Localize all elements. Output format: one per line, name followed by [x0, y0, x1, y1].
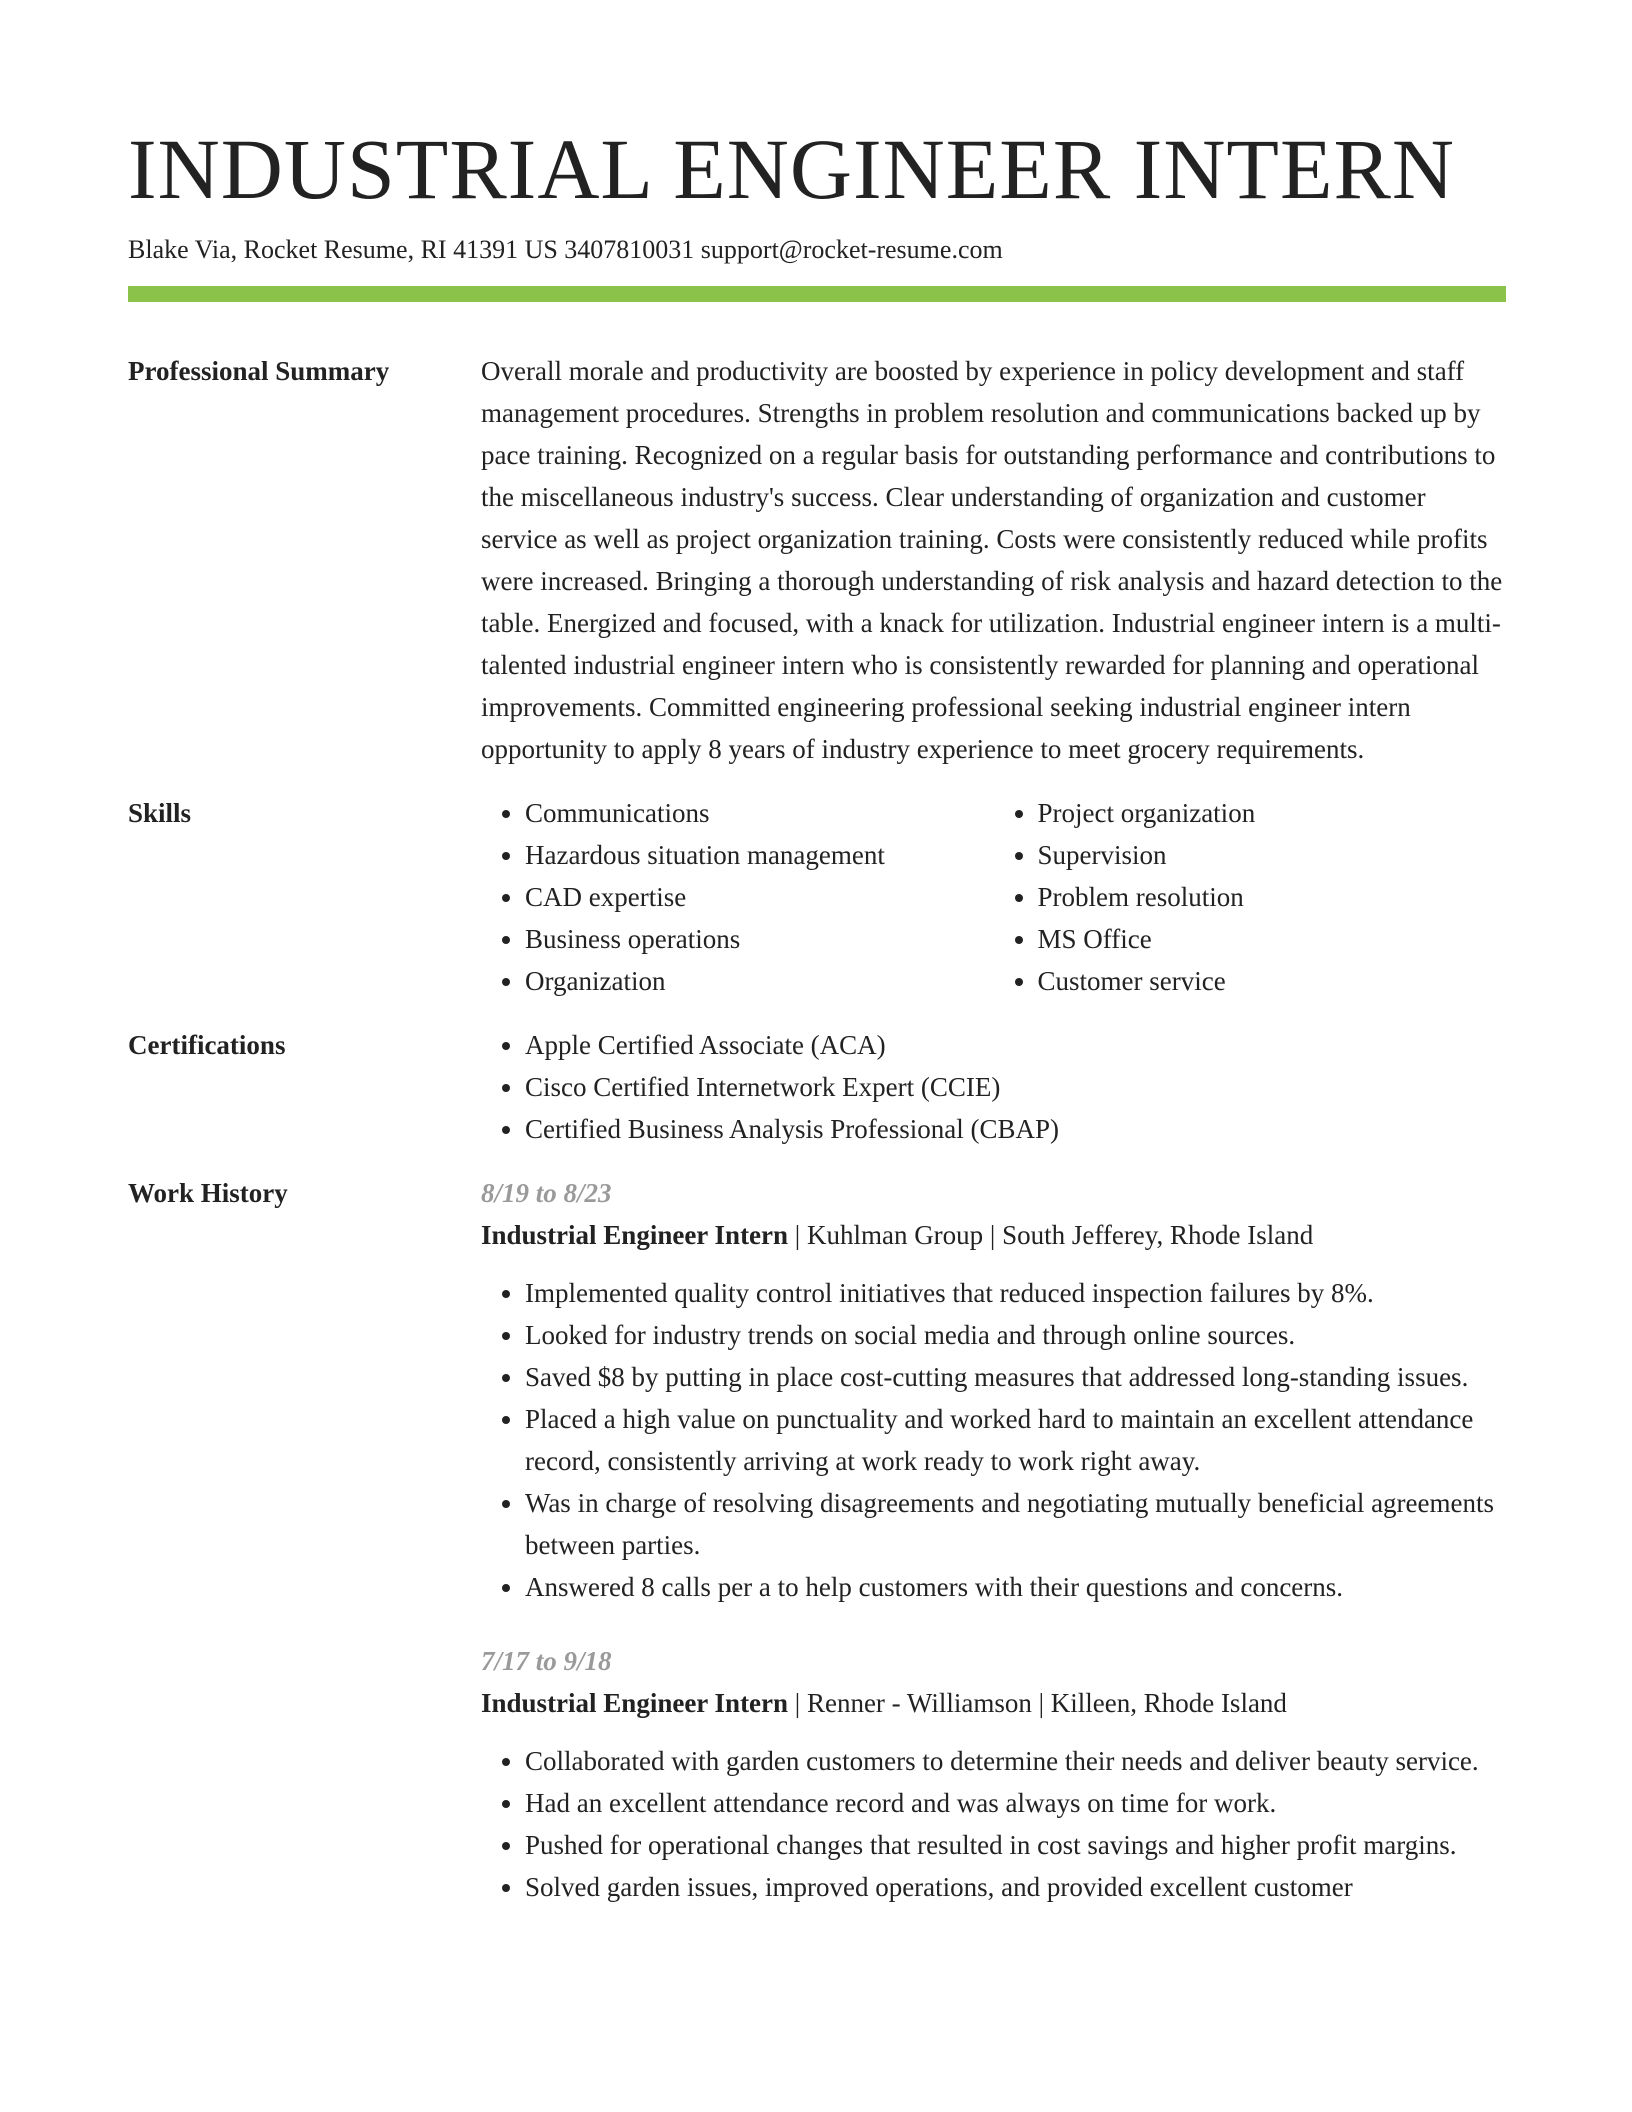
skills-body	[481, 792, 1506, 1002]
job-dates: 7/17 to 9/18	[481, 1646, 612, 1676]
summary-text: Overall morale and productivity are boosted by experience in policy development and staff management procedures. Strengths in problem resolution and communications backed up by pace training. Recognized on a regular basis for outstanding performance and contributions to the miscellaneous industry's success. Clear understanding of organization and customer service as well as project organization training. Costs were consistently reduced while profits were increased. Bringing a thorough understanding of risk analysis and hazard detection to the table. Energized and focused, with a knack for utilization. Industrial engineer intern is a multi-talented industrial engineer intern who is consistently rewarded for planning and operational improvements. Committed engineering professional seeking industrial engineer intern opportunity to apply 8 years of industry experience to meet grocery requirements.	[481, 356, 1503, 764]
skill-item: • CAD expertise	[525, 876, 994, 918]
work-history-section	[128, 1172, 1506, 1908]
skill-item: • Problem resolution	[1038, 876, 1507, 918]
certifications-section	[128, 1024, 1506, 1150]
job-bullet: • Saved $8 by putting in place cost-cutting measures that addressed long-standing issues.	[525, 1356, 1506, 1398]
job-bullet: • Solved garden issues, improved operations, and provided excellent customer	[525, 1866, 1506, 1908]
resume-sections	[128, 350, 1506, 1908]
job-bullet: • Collaborated with garden customers to determine their needs and deliver beauty service.	[525, 1740, 1506, 1782]
job-bullets	[481, 1272, 1506, 1608]
job-bullet: • Answered 8 calls per a to help customers with their questions and concerns.	[525, 1566, 1506, 1608]
skills-list-right	[994, 792, 1507, 1002]
certification-item: • Apple Certified Associate (ACA)	[525, 1024, 1506, 1066]
job-bullet: • Looked for industry trends on social media and through online sources.	[525, 1314, 1506, 1356]
skill-item: • Communications	[525, 792, 994, 834]
job-bullet: • Placed a high value on punctuality and worked hard to maintain an excellent attendance record, consistently arriving at work ready to work right away.	[525, 1398, 1506, 1482]
contact-line: Blake Via, Rocket Resume, RI 41391 US 3407810031 support@rocket-resume.com	[128, 235, 1003, 264]
job-heading	[481, 1682, 1506, 1724]
job-entry	[481, 1172, 1506, 1608]
job-dates: 8/19 to 8/23	[481, 1178, 612, 1208]
job-bullet: • Was in charge of resolving disagreements and negotiating mutually beneficial agreements between parties.	[525, 1482, 1506, 1566]
skill-item: • Customer service	[1038, 960, 1507, 1002]
summary-body	[481, 350, 1506, 770]
job-details: | Renner - Williamson | Killeen, Rhode Island	[788, 1688, 1287, 1718]
job-bullet: • Pushed for operational changes that resulted in cost savings and higher profit margins.	[525, 1824, 1506, 1866]
skill-item: • MS Office	[1038, 918, 1507, 960]
work-history-body	[481, 1172, 1506, 1908]
job-title: Industrial Engineer Intern	[481, 1688, 789, 1718]
skills-section	[128, 792, 1506, 1002]
skills-list-left	[481, 792, 994, 1002]
skill-item: • Supervision	[1038, 834, 1507, 876]
section-label-work-history: Work History	[128, 1178, 288, 1208]
section-label-summary: Professional Summary	[128, 356, 390, 386]
job-title: Industrial Engineer Intern	[481, 1220, 789, 1250]
section-label-certifications: Certifications	[128, 1030, 286, 1060]
skill-item: • Business operations	[525, 918, 994, 960]
certifications-body	[481, 1024, 1506, 1150]
certifications-list	[481, 1024, 1506, 1150]
skill-item: • Hazardous situation management	[525, 834, 994, 876]
job-bullet: • Had an excellent attendance record and was always on time for work.	[525, 1782, 1506, 1824]
section-label-skills: Skills	[128, 798, 192, 828]
accent-divider	[128, 286, 1506, 302]
job-bullet: • Implemented quality control initiatives that reduced inspection failures by 8%.	[525, 1272, 1506, 1314]
skill-item: • Project organization	[1038, 792, 1507, 834]
skill-item: • Organization	[525, 960, 994, 1002]
certification-item: • Cisco Certified Internetwork Expert (CCIE)	[525, 1066, 1506, 1108]
job-entry	[481, 1640, 1506, 1908]
professional-summary-section	[128, 350, 1506, 770]
job-bullets	[481, 1740, 1506, 1908]
job-heading	[481, 1214, 1506, 1256]
certification-item: • Certified Business Analysis Professional (CBAP)	[525, 1108, 1506, 1150]
resume-title: INDUSTRIAL ENGINEER INTERN	[128, 121, 1455, 217]
job-details: | Kuhlman Group | South Jefferey, Rhode Island	[788, 1220, 1314, 1250]
